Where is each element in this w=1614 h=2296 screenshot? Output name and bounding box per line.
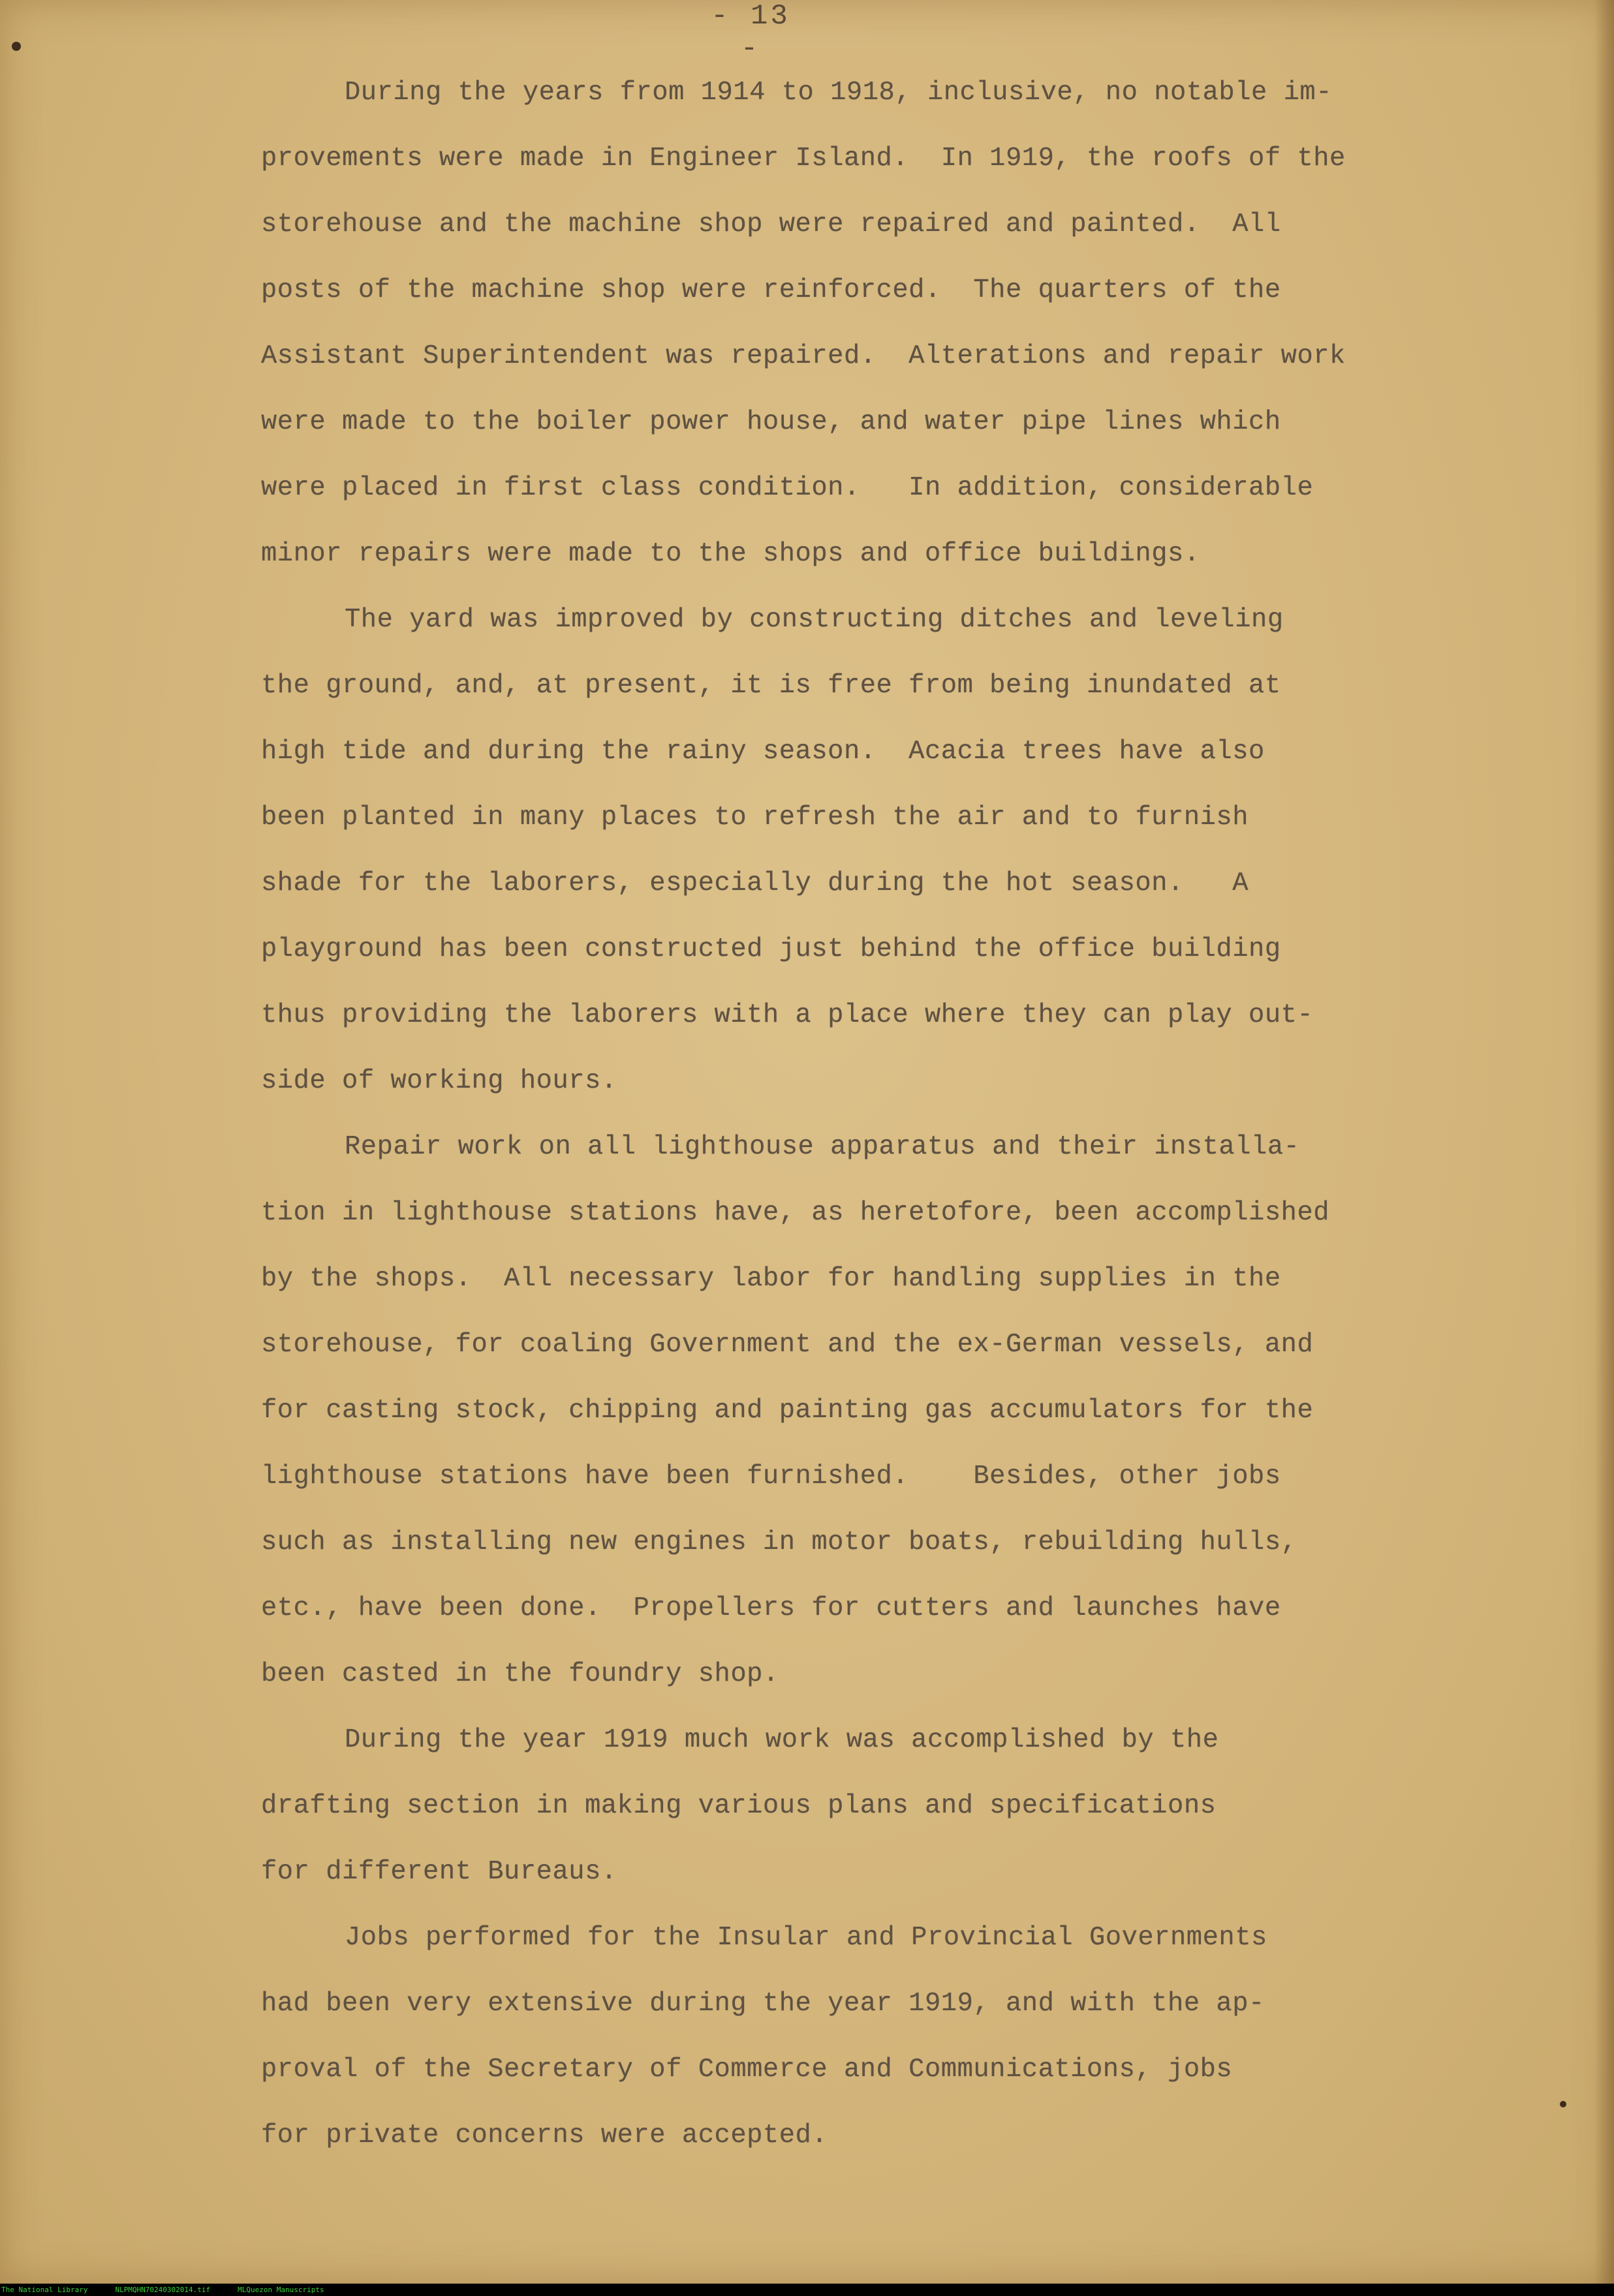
text-line: been casted in the foundry shop.: [261, 1659, 779, 1689]
text-line: During the years from 1914 to 1918, inclusive, no notable im-: [345, 78, 1333, 108]
page-number: - 13 -: [711, 0, 790, 65]
text-line: proval of the Secretary of Commerce and Communications, jobs: [261, 2055, 1233, 2085]
footer-collection: MLQuezon Manuscripts: [238, 2286, 324, 2294]
text-line: Assistant Superintendent was repaired. Alterations and repair work: [261, 341, 1346, 371]
text-line: shade for the laborers, especially during the hot season. A: [261, 868, 1249, 898]
ink-speck-mark: [1560, 2101, 1566, 2107]
text-line: Jobs performed for the Insular and Provincial Governments: [345, 1923, 1267, 1953]
text-line: were made to the boiler power house, and water pipe lines which: [261, 407, 1281, 437]
scan-footer-bar: [0, 2284, 1614, 2296]
text-line: were placed in first class condition. In addition, considerable: [261, 473, 1314, 503]
footer-library: The National Library: [1, 2286, 88, 2294]
punch-hole-mark: [12, 42, 21, 51]
text-line: posts of the machine shop were reinforced. The quarters of the: [261, 275, 1281, 305]
text-line: for different Bureaus.: [261, 1857, 617, 1887]
page-edge-shadow: [1594, 0, 1614, 2284]
text-line: been planted in many places to refresh the air and to furnish: [261, 803, 1249, 833]
text-line: storehouse, for coaling Government and the ex-German vessels, and: [261, 1330, 1314, 1360]
text-line: tion in lighthouse stations have, as heretofore, been accomplished: [261, 1198, 1330, 1228]
text-line: playground has been constructed just behind the office building: [261, 934, 1281, 964]
text-line: Repair work on all lighthouse apparatus and their installa-: [345, 1132, 1300, 1162]
text-line: drafting section in making various plans and specifications: [261, 1791, 1217, 1821]
text-line: for private concerns were accepted.: [261, 2120, 828, 2151]
text-line: the ground, and, at present, it is free from being inundated at: [261, 671, 1281, 701]
text-line: The yard was improved by constructing ditches and leveling: [345, 605, 1284, 635]
text-line: thus providing the laborers with a place where they can play out-: [261, 1000, 1314, 1030]
text-line: provements were made in Engineer Island. In 1919, the roofs of the: [261, 144, 1346, 174]
text-line: by the shops. All necessary labor for handling supplies in the: [261, 1264, 1281, 1294]
text-line: high tide and during the rainy season. Acacia trees have also: [261, 737, 1265, 767]
footer-file: NLPMQHN70240302014.tif: [115, 2286, 211, 2294]
text-line: side of working hours.: [261, 1066, 617, 1096]
text-line: lighthouse stations have been furnished. Besides, other jobs: [261, 1462, 1281, 1492]
text-line: storehouse and the machine shop were repaired and painted. All: [261, 209, 1281, 239]
text-line: for casting stock, chipping and painting gas accumulators for the: [261, 1396, 1314, 1426]
text-line: etc., have been done. Propellers for cutters and launches have: [261, 1593, 1281, 1623]
text-line: had been very extensive during the year 1919, and with the ap-: [261, 1989, 1265, 2019]
text-line: such as installing new engines in motor boats, rebuilding hulls,: [261, 1527, 1297, 1557]
typed-text-block: [261, 60, 1397, 2169]
text-line: During the year 1919 much work was accomplished by the: [345, 1725, 1219, 1755]
text-line: minor repairs were made to the shops and office buildings.: [261, 539, 1200, 569]
